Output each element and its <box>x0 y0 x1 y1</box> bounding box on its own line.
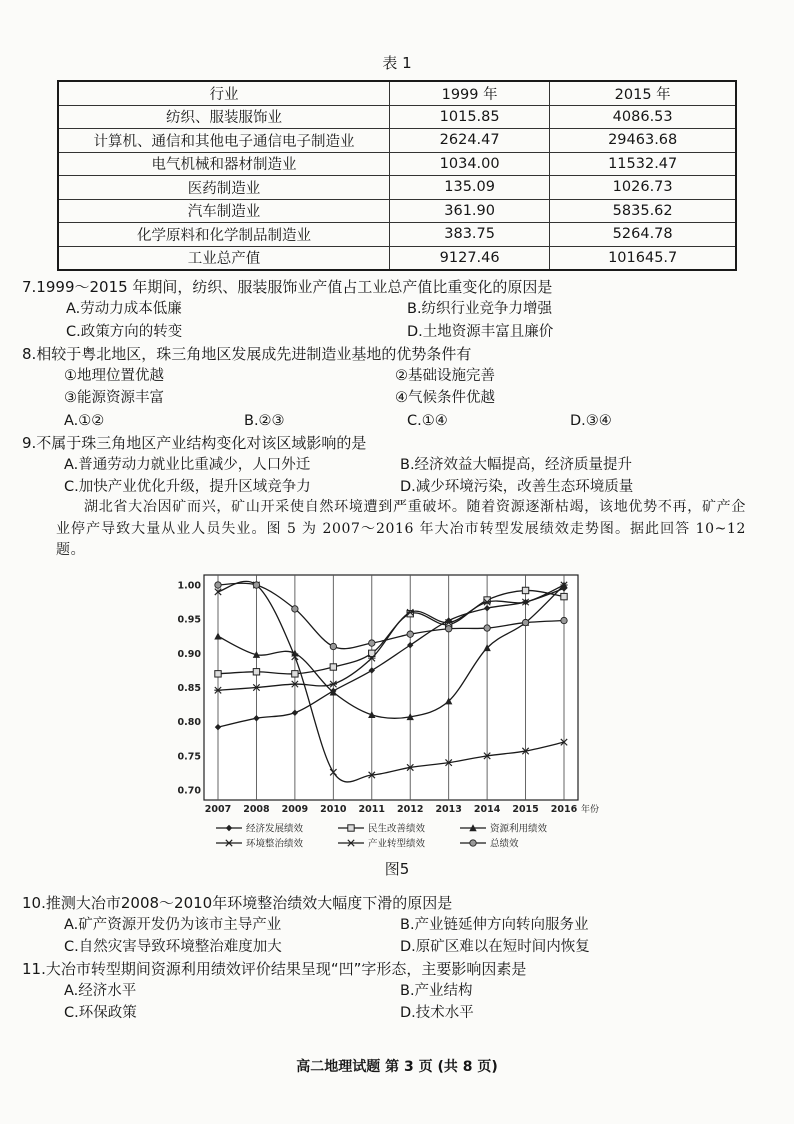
data-point <box>561 593 567 599</box>
legend-item <box>216 838 304 850</box>
reading-passage: 湖北省大冶因矿而兴，矿山开采使自然环境遭到严重破坏。随着资源逐渐枯竭，该地优势不再，矿产企业停产导致大量从业人员失业。图 5 为 2007～2016 年大冶市转型发展绩效走势图。据此回答 10~12 题。 <box>56 499 746 558</box>
data-point <box>445 626 451 632</box>
data-point <box>253 582 259 588</box>
performance-line-chart <box>177 575 600 860</box>
table-header-row <box>58 81 736 105</box>
data-point <box>330 643 336 649</box>
legend-label: 民生改善绩效 <box>368 823 426 835</box>
table-row <box>58 129 736 153</box>
table-caption: 表 1 <box>382 54 412 72</box>
y-tick-label: 0.90 <box>177 648 201 660</box>
question-9-stem: 9.不属于珠三角地区产业结构变化对该区域影响的是 <box>22 434 367 452</box>
question-11-option-a: A.经济水平 <box>64 983 137 999</box>
legend-label: 经济发展绩效 <box>246 823 304 835</box>
table-row <box>58 176 736 200</box>
industry-output-table <box>57 80 737 271</box>
cell-1999: 135.09 <box>389 176 549 200</box>
data-point <box>369 640 375 646</box>
legend-item <box>338 838 426 850</box>
x-tick-label: 2007 <box>204 804 232 815</box>
data-point <box>407 631 413 637</box>
y-tick-label: 0.95 <box>177 614 201 626</box>
question-11-stem: 11.大冶市转型期间资源利用绩效评价结果呈现“凹”字形态，主要影响因素是 <box>22 960 527 978</box>
y-tick-label: 0.85 <box>177 683 201 694</box>
y-tick-label: 0.80 <box>177 717 201 729</box>
question-10-option-d: D.原矿区难以在短时间内恢复 <box>400 939 590 955</box>
cell-industry: 纺织、服装服饰业 <box>58 105 389 129</box>
cell-2015: 5264.78 <box>550 223 736 247</box>
cell-2015: 101645.7 <box>550 246 736 270</box>
header-1999: 1999 年 <box>389 81 549 105</box>
x-tick-label: 2010 <box>320 804 347 815</box>
data-point <box>347 840 354 846</box>
data-point <box>215 671 221 677</box>
question-11-option-d: D.技术水平 <box>400 1005 474 1021</box>
y-tick-label: 0.75 <box>177 751 201 763</box>
cell-2015: 29463.68 <box>550 129 736 153</box>
figure-5-chart <box>177 575 600 860</box>
y-tick-label: 1.00 <box>177 580 201 592</box>
cell-2015: 5835.62 <box>550 199 736 223</box>
y-axis-tick-labels <box>178 581 202 797</box>
cell-industry: 医药制造业 <box>58 176 389 200</box>
legend-item <box>338 823 426 835</box>
cell-2015: 11532.47 <box>550 152 736 176</box>
legend-label: 环境整治绩效 <box>246 838 304 850</box>
data-point <box>348 825 354 831</box>
question-7-option-d: D.土地资源丰富且廉价 <box>407 324 554 340</box>
table-row <box>58 223 736 247</box>
question-7-option-c: C.政策方向的转变 <box>66 324 183 340</box>
figure-caption: 图5 <box>384 860 410 878</box>
question-9-option-c: C.加快产业优化升级，提升区域竞争力 <box>64 479 311 495</box>
question-11-option-c: C.环保政策 <box>64 1005 137 1021</box>
cell-1999: 383.75 <box>389 223 549 247</box>
cell-industry: 计算机、通信和其他电子通信电子制造业 <box>58 129 389 153</box>
question-8-option-c: C.①④ <box>407 413 448 429</box>
question-7-option-b: B.纺织行业竞争力增强 <box>407 301 553 317</box>
x-tick-label: 2011 <box>358 804 386 815</box>
question-10-option-b: B.产业链延伸方向转向服务业 <box>400 917 589 933</box>
cell-1999: 2624.47 <box>389 129 549 153</box>
legend-label: 总绩效 <box>490 838 519 850</box>
data-point <box>522 587 528 593</box>
legend-item <box>460 823 548 835</box>
question-8-option-a: A.①② <box>64 413 105 429</box>
cell-2015: 1026.73 <box>550 176 736 200</box>
x-tick-label: 2014 <box>473 804 501 815</box>
data-point <box>522 619 528 625</box>
data-point <box>561 617 567 623</box>
legend-label: 产业转型绩效 <box>368 838 426 850</box>
question-9-option-b: B.经济效益大幅提高，经济质量提升 <box>400 457 633 473</box>
page-footer: 高二地理试题 第 3 页 (共 8 页) <box>296 1059 498 1075</box>
cell-industry: 化学原料和化学制品制造业 <box>58 223 389 247</box>
question-9-option-d: D.减少环境污染，改善生态环境质量 <box>400 479 634 495</box>
table-row-total <box>58 246 736 270</box>
cell-industry: 汽车制造业 <box>58 199 389 223</box>
x-tick-label: 2009 <box>281 804 309 815</box>
cell-1999: 1015.85 <box>389 105 549 129</box>
cell-1999: 1034.00 <box>389 152 549 176</box>
data-point <box>330 664 336 670</box>
table-row <box>58 105 736 129</box>
x-unit-label: 年份 <box>580 805 600 815</box>
cell-industry: 电气机械和器材制造业 <box>58 152 389 176</box>
question-8-statement-3: ③能源资源丰富 <box>64 390 164 406</box>
question-9-option-a: A.普通劳动力就业比重减少，人口外迁 <box>64 457 311 473</box>
question-10-option-c: C.自然灾害导致环境整治难度加大 <box>64 939 282 955</box>
legend-item <box>460 838 519 850</box>
question-8-statement-1: ①地理位置优越 <box>64 368 164 384</box>
question-8-option-b: B.②③ <box>244 413 285 429</box>
x-tick-label: 2012 <box>396 804 424 815</box>
question-10-stem: 10.推测大冶市2008～2010年环境整治绩效大幅度下滑的原因是 <box>22 894 453 912</box>
data-point <box>292 606 298 612</box>
cell-1999: 9127.46 <box>389 246 549 270</box>
data-point <box>484 625 490 631</box>
cell-1999: 361.90 <box>389 199 549 223</box>
x-tick-label: 2013 <box>435 804 462 815</box>
question-8-statement-2: ②基础设施完善 <box>395 368 495 384</box>
x-tick-label: 2015 <box>512 804 539 815</box>
question-7-stem: 7.1999～2015 年期间，纺织、服装服饰业产值占工业总产值比重变化的原因是 <box>22 278 553 296</box>
data-point <box>470 840 476 846</box>
header-industry: 行业 <box>58 81 389 105</box>
x-axis-tick-labels <box>205 803 599 815</box>
y-tick-label: 0.70 <box>177 785 201 797</box>
legend-label: 资源利用绩效 <box>490 823 548 835</box>
legend-item <box>216 823 304 835</box>
cell-2015: 4086.53 <box>550 105 736 129</box>
data-point <box>226 825 232 831</box>
cell-industry: 工业总产值 <box>58 246 389 270</box>
question-10-option-a: A.矿产资源开发仍为该市主导产业 <box>64 917 282 933</box>
question-8-option-d: D.③④ <box>570 413 612 429</box>
x-tick-label: 2016 <box>550 804 578 815</box>
question-8-statement-4: ④气候条件优越 <box>395 390 495 406</box>
header-2015: 2015 年 <box>550 81 736 105</box>
question-8-stem: 8.相较于粤北地区，珠三角地区发展成先进制造业基地的优势条件有 <box>22 345 472 363</box>
chart-legend <box>216 823 548 850</box>
x-tick-label: 2008 <box>243 804 270 815</box>
table-row <box>58 152 736 176</box>
data-point <box>292 671 298 677</box>
question-11-option-b: B.产业结构 <box>400 983 473 999</box>
data-point <box>215 582 221 588</box>
data-point <box>253 669 259 675</box>
table-row <box>58 199 736 223</box>
question-7-option-a: A.劳动力成本低廉 <box>66 301 182 317</box>
